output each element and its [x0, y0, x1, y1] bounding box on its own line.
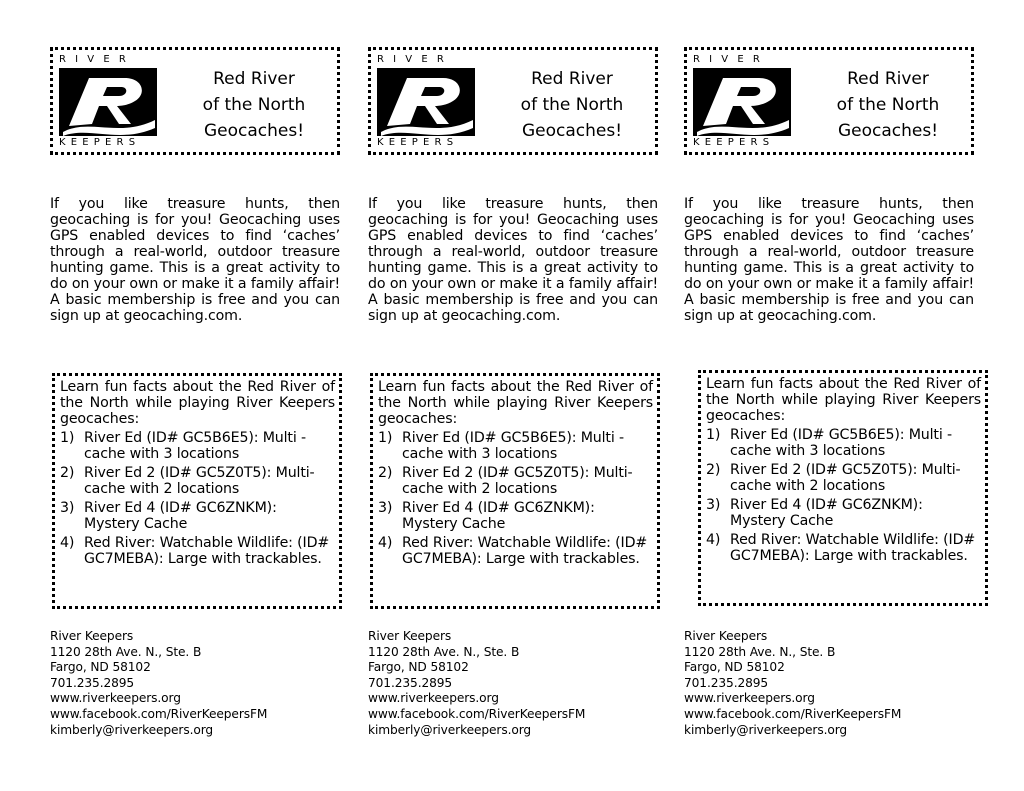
- facts-box: [52, 373, 342, 609]
- facts-list: [60, 430, 335, 567]
- intro-paragraph: If you like treasure hunts, then geocaching is for you! Geocaching uses GPS enabled devices to find ‘caches’ through a real-world, outdoor treasure hunting game. This is a great activity to do on your own or make it a family affair! A basic membership is free and you can sign up at geocaching.com.: [368, 196, 658, 324]
- list-item: 3) River Ed 4 (ID# GC6ZNKM): Mystery Cache: [706, 497, 923, 529]
- r-logo-icon: [59, 68, 157, 136]
- contact-phone: 701.235.2895: [50, 675, 135, 690]
- contact-facebook: www.facebook.com/RiverKeepersFM: [684, 706, 902, 721]
- flyer-column-1: [50, 0, 350, 791]
- title-line: of the North: [520, 95, 624, 115]
- contact-address-line1: 1120 28th Ave. N., Ste. B: [684, 644, 836, 659]
- contact-address-line2: Fargo, ND 58102: [368, 660, 469, 675]
- title-line: Red River: [531, 69, 613, 89]
- facts-list: [706, 427, 981, 564]
- facts-box: [370, 373, 660, 609]
- title-line: Geocaches!: [203, 121, 305, 141]
- list-item: 4) Red River: Watchable Wildlife: (ID# GC7MEBA): Large with trackables.: [706, 532, 976, 564]
- contact-org: River Keepers: [684, 629, 768, 643]
- contact-facebook: www.facebook.com/RiverKeepersFM: [50, 706, 268, 721]
- list-item: 1) River Ed (ID# GC5B6E5): Multi -cache with 3 locations: [706, 427, 952, 459]
- logo-bottom-text: KEEPERS: [693, 137, 775, 148]
- flyer-title: [809, 66, 967, 144]
- list-item: 3) River Ed 4 (ID# GC6ZNKM): Mystery Cache: [60, 500, 277, 532]
- header-box: [368, 47, 658, 155]
- contact-block: [50, 629, 340, 738]
- contact-email: kimberly@riverkeepers.org: [368, 722, 532, 737]
- list-item: 1) River Ed (ID# GC5B6E5): Multi -cache with 3 locations: [60, 430, 306, 462]
- logo-bottom-text: KEEPERS: [59, 137, 141, 148]
- logo-top-text: RIVER: [59, 54, 136, 65]
- river-keepers-logo: [693, 54, 797, 150]
- contact-website: www.riverkeepers.org: [50, 691, 181, 706]
- list-item: 3) River Ed 4 (ID# GC6ZNKM): Mystery Cache: [378, 500, 595, 532]
- contact-address-line1: 1120 28th Ave. N., Ste. B: [50, 644, 202, 659]
- contact-phone: 701.235.2895: [684, 675, 769, 690]
- contact-org: River Keepers: [368, 629, 452, 643]
- flyer-title: [493, 66, 651, 144]
- title-line: Red River: [847, 69, 929, 89]
- title-line: Geocaches!: [837, 121, 939, 141]
- contact-website: www.riverkeepers.org: [368, 691, 499, 706]
- flyer-column-2: [368, 0, 668, 791]
- intro-paragraph: If you like treasure hunts, then geocaching is for you! Geocaching uses GPS enabled devices to find ‘caches’ through a real-world, outdoor treasure hunting game. This is a great activity to do on your own or make it a family affair! A basic membership is free and you can sign up at geocaching.com.: [684, 196, 974, 324]
- contact-address-line2: Fargo, ND 58102: [684, 660, 785, 675]
- contact-block: [684, 629, 974, 738]
- river-keepers-logo: [377, 54, 481, 150]
- header-box: [50, 47, 340, 155]
- r-logo-icon: [693, 68, 791, 136]
- facts-box: [698, 370, 988, 606]
- facts-lead: Learn fun facts about the Red River of the North while playing River Keepers geocaches:: [60, 379, 335, 427]
- facts-lead: Learn fun facts about the Red River of the North while playing River Keepers geocaches:: [706, 376, 981, 424]
- list-item: 2) River Ed 2 (ID# GC5Z0T5): Multi-cache with 2 locations: [706, 462, 961, 494]
- list-item: 4) Red River: Watchable Wildlife: (ID# GC7MEBA): Large with trackables.: [378, 535, 648, 567]
- title-line: Red River: [213, 69, 295, 89]
- contact-phone: 701.235.2895: [368, 675, 453, 690]
- list-item: 2) River Ed 2 (ID# GC5Z0T5): Multi-cache with 2 locations: [60, 465, 315, 497]
- logo-top-text: RIVER: [377, 54, 454, 65]
- flyer-column-3: [684, 0, 984, 791]
- list-item: 1) River Ed (ID# GC5B6E5): Multi -cache with 3 locations: [378, 430, 624, 462]
- logo-bottom-text: KEEPERS: [377, 137, 459, 148]
- flyer-title: [175, 66, 333, 144]
- list-item: 2) River Ed 2 (ID# GC5Z0T5): Multi-cache with 2 locations: [378, 465, 633, 497]
- r-logo-icon: [377, 68, 475, 136]
- contact-website: www.riverkeepers.org: [684, 691, 815, 706]
- contact-org: River Keepers: [50, 629, 134, 643]
- title-line: of the North: [836, 95, 940, 115]
- contact-email: kimberly@riverkeepers.org: [684, 722, 848, 737]
- contact-email: kimberly@riverkeepers.org: [50, 722, 214, 737]
- title-line: Geocaches!: [521, 121, 623, 141]
- list-item: 4) Red River: Watchable Wildlife: (ID# GC7MEBA): Large with trackables.: [60, 535, 330, 567]
- facts-lead: Learn fun facts about the Red River of the North while playing River Keepers geocaches:: [378, 379, 653, 427]
- intro-paragraph: If you like treasure hunts, then geocaching is for you! Geocaching uses GPS enabled devices to find ‘caches’ through a real-world, outdoor treasure hunting game. This is a great activity to do on your own or make it a family affair! A basic membership is free and you can sign up at geocaching.com.: [50, 196, 340, 324]
- river-keepers-logo: [59, 54, 163, 150]
- facts-list: [378, 430, 653, 567]
- title-line: of the North: [202, 95, 306, 115]
- header-box: [684, 47, 974, 155]
- contact-address-line1: 1120 28th Ave. N., Ste. B: [368, 644, 520, 659]
- contact-address-line2: Fargo, ND 58102: [50, 660, 151, 675]
- contact-block: [368, 629, 658, 738]
- contact-facebook: www.facebook.com/RiverKeepersFM: [368, 706, 586, 721]
- logo-top-text: RIVER: [693, 54, 770, 65]
